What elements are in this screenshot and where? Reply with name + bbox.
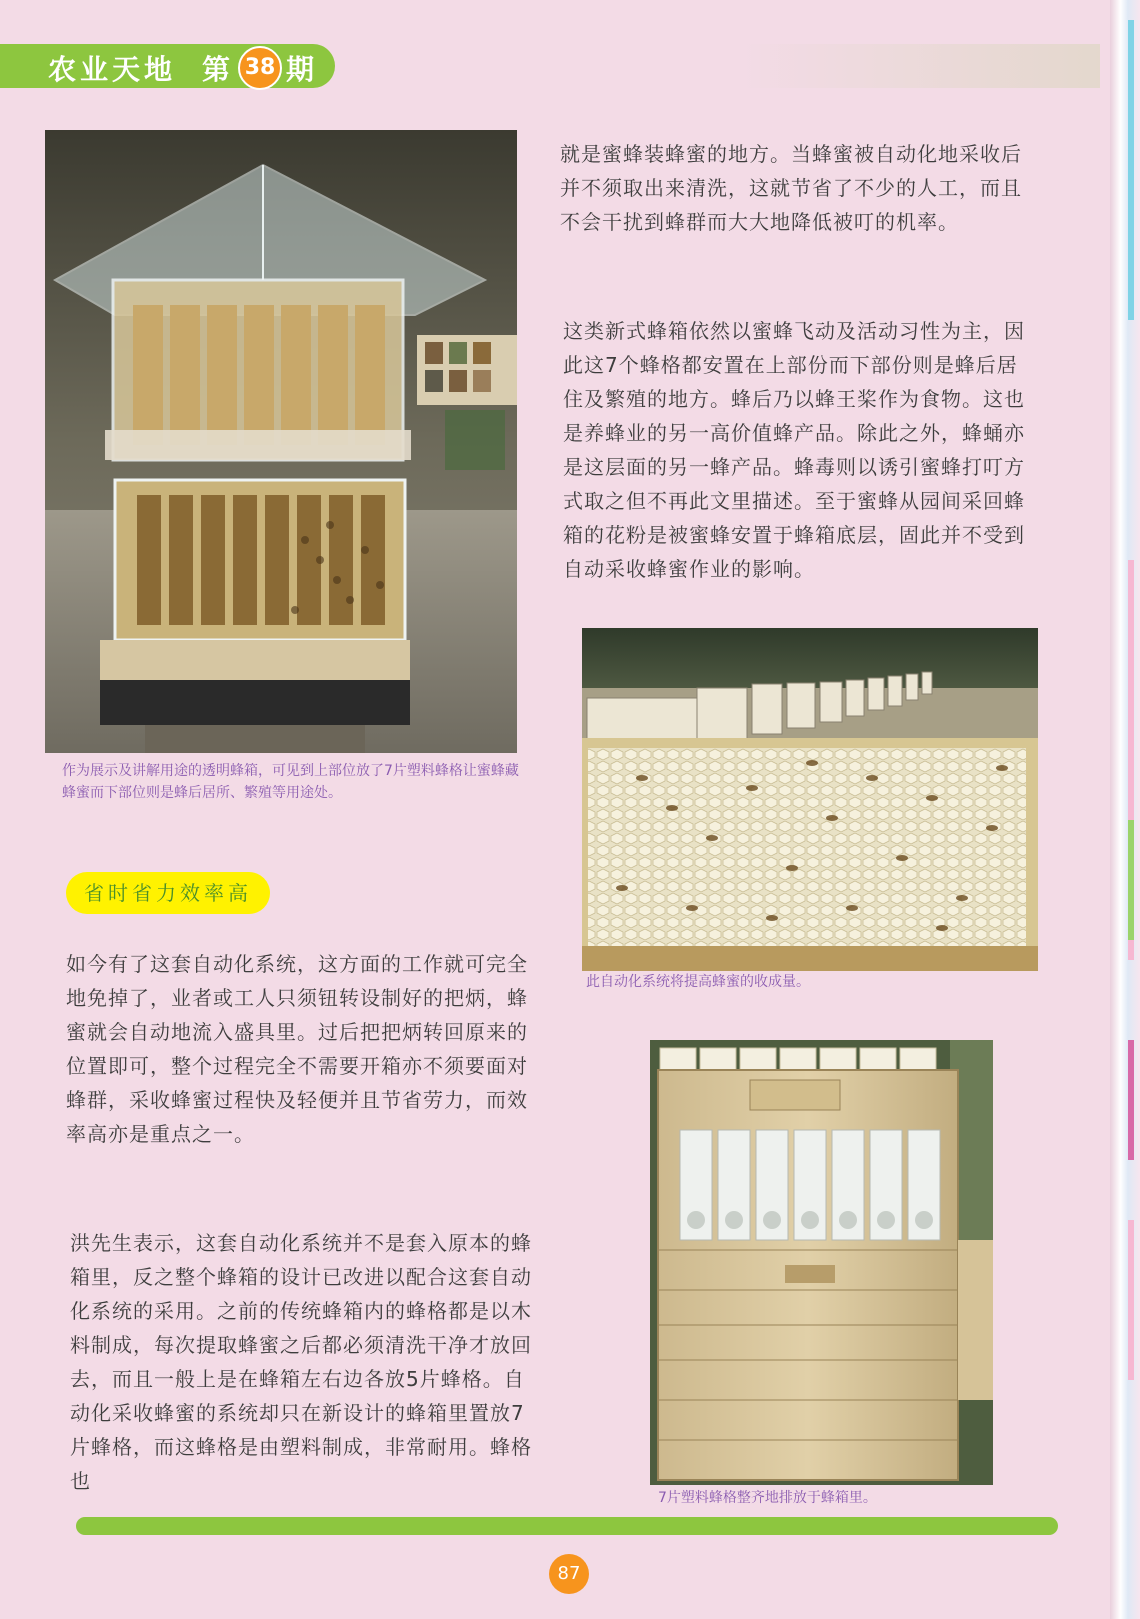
right-paragraph-2 bbox=[563, 314, 1038, 586]
honeycomb-frame-photo bbox=[582, 628, 1038, 971]
left-paragraph-2-text: 洪先生表示，这套自动化系统并不是套入原本的蜂箱里，反之整个蜂箱的设计已改进以配合这套自动化系统的采用。之前的传统蜂箱内的蜂格都是以木料制成，每次提取蜂蜜之后都必须清洗干净才放回去，而且一般上是在蜂箱左右边各放5片蜂格。自动化采收蜂蜜的系统却只在新设计的蜂箱里置放7片蜂格，而这蜂格是由塑料制成，非常耐用。蜂格也 bbox=[70, 1231, 532, 1493]
photo-caption-transparent-hive: 作为展示及讲解用途的透明蜂箱，可见到上部位放了7片塑料蜂格让蜜蜂藏蜂蜜而下部位则是蜂后居所、繁殖等用途处。 bbox=[62, 763, 519, 801]
page-edge bbox=[1110, 0, 1140, 1619]
page-number: 87 bbox=[549, 1554, 589, 1594]
photo-caption-honeycomb: 此自动化系统将提高蜂蜜的收成量。 bbox=[586, 974, 810, 990]
section-subhead: 省时省力效率高 bbox=[66, 872, 270, 914]
left-paragraph-1 bbox=[66, 947, 528, 1151]
left-paragraph-1-text: 如今有了这套自动化系统，这方面的工作就可完全地免掉了，业者或工人只须钮转设制好的把炳，蜂蜜就会自动地流入盛具里。过后把把炳转回原来的位置即可，整个过程完全不需要开箱亦不须要面对蜂群，采收蜂蜜过程快及轻便并且节省劳力，而效率高亦是重点之一。 bbox=[66, 952, 528, 1146]
magazine-title: 农业天地 bbox=[48, 53, 177, 86]
edge-stripe-blue bbox=[1128, 20, 1134, 320]
transparent-hive-photo bbox=[45, 130, 517, 753]
transparent-hive-illustration bbox=[45, 130, 517, 753]
wooden-hive-illustration bbox=[650, 1040, 993, 1485]
issue-suffix: 期 bbox=[286, 53, 315, 86]
issue-prefix: 第 bbox=[202, 53, 231, 86]
edge-stripe-magenta bbox=[1128, 1040, 1134, 1160]
right-paragraph-2-text: 这类新式蜂箱依然以蜜蜂飞动及活动习性为主，因此这7个蜂格都安置在上部份而下部份则是蜂后居住及繁殖的地方。蜂后乃以蜂王桨作为食物。这也是养蜂业的另一高价值蜂产品。除此之外，蜂蛹亦是这层面的另一蜂产品。蜂毒则以诱引蜜蜂打叮方式取之但不再此文里描述。至于蜜蜂从园间采回蜂箱的花粉是被蜜蜂安置于蜂箱底层，固此并不受到自动采收蜂蜜作业的影响。 bbox=[563, 319, 1025, 581]
right-paragraph-1 bbox=[560, 137, 1035, 239]
honeycomb-frame-illustration bbox=[582, 628, 1038, 971]
left-paragraph-2 bbox=[70, 1226, 534, 1498]
photo-caption-wooden-hive: 7片塑料蜂格整齐地排放于蜂箱里。 bbox=[658, 1490, 877, 1506]
right-paragraph-1-text: 就是蜜蜂装蜂蜜的地方。当蜂蜜被自动化地采收后并不须取出来清洗，这就节省了不少的人工，而且不会干扰到蜂群而大大地降低被叮的机率。 bbox=[560, 142, 1022, 234]
edge-stripe-pink-2 bbox=[1128, 1220, 1134, 1380]
footer-bar bbox=[76, 1517, 1058, 1535]
issue-number-badge: 38 bbox=[238, 46, 282, 90]
wooden-hive-photo bbox=[650, 1040, 993, 1485]
edge-stripe-green bbox=[1128, 820, 1134, 940]
header-bar-fade bbox=[740, 44, 1100, 88]
